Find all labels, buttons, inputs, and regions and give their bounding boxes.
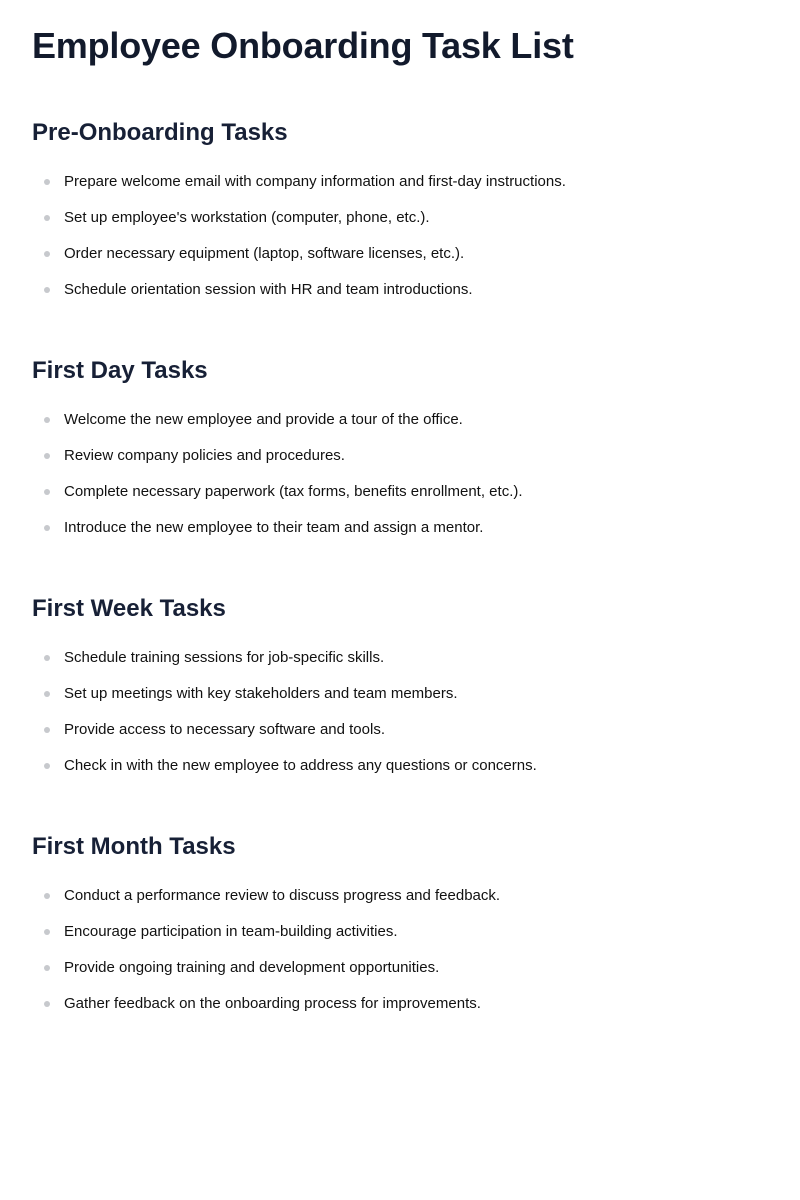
bullet-icon [44,965,50,971]
bullet-icon [44,929,50,935]
task-item [32,886,768,922]
section-title: First Day Tasks [32,357,208,384]
bullet-icon [44,215,50,221]
section-title: Pre-Onboarding Tasks [32,119,288,146]
task-text: Schedule orientation session with HR and team introductions. [64,281,473,298]
bullet-icon [44,1001,50,1007]
task-item [32,958,768,994]
page-title: Employee Onboarding Task List [32,25,574,66]
bullet-icon [44,453,50,459]
task-item [32,208,768,244]
task-text: Provide ongoing training and development opportunities. [64,959,440,976]
task-list [32,886,768,1030]
task-item [32,410,768,446]
task-text: Set up employee's workstation (computer, phone, etc.). [64,209,430,226]
task-item [32,518,768,554]
task-item [32,720,768,756]
task-text: Set up meetings with key stakeholders and team members. [64,685,458,702]
bullet-icon [44,417,50,423]
task-item [32,244,768,280]
section-title: First Week Tasks [32,595,226,622]
task-text: Prepare welcome email with company information and first-day instructions. [64,173,566,190]
section-first-month [32,832,768,1030]
task-item [32,280,768,316]
task-item [32,648,768,684]
bullet-icon [44,525,50,531]
task-item [32,684,768,720]
task-list [32,172,768,316]
bullet-icon [44,691,50,697]
task-item [32,172,768,208]
task-list [32,410,768,554]
task-text: Complete necessary paperwork (tax forms, benefits enrollment, etc.). [64,483,523,500]
task-item [32,446,768,482]
bullet-icon [44,251,50,257]
bullet-icon [44,727,50,733]
task-text: Check in with the new employee to address any questions or concerns. [64,757,537,774]
section-pre-onboarding [32,118,768,316]
task-item [32,756,768,792]
section-title: First Month Tasks [32,833,236,860]
task-text: Conduct a performance review to discuss progress and feedback. [64,887,501,904]
task-list [32,648,768,792]
bullet-icon [44,489,50,495]
task-text: Gather feedback on the onboarding process for improvements. [64,995,481,1012]
task-text: Review company policies and procedures. [64,447,345,464]
task-text: Order necessary equipment (laptop, software licenses, etc.). [64,245,465,262]
task-item [32,994,768,1030]
task-text: Schedule training sessions for job-specific skills. [64,649,385,666]
bullet-icon [44,893,50,899]
bullet-icon [44,287,50,293]
task-item [32,922,768,958]
task-text: Welcome the new employee and provide a tour of the office. [64,411,463,428]
section-first-week [32,594,768,792]
bullet-icon [44,763,50,769]
task-text: Provide access to necessary software and tools. [64,721,385,738]
task-text: Encourage participation in team-building activities. [64,923,398,940]
bullet-icon [44,179,50,185]
bullet-icon [44,655,50,661]
task-text: Introduce the new employee to their team and assign a mentor. [64,519,484,536]
task-item [32,482,768,518]
section-first-day [32,356,768,554]
